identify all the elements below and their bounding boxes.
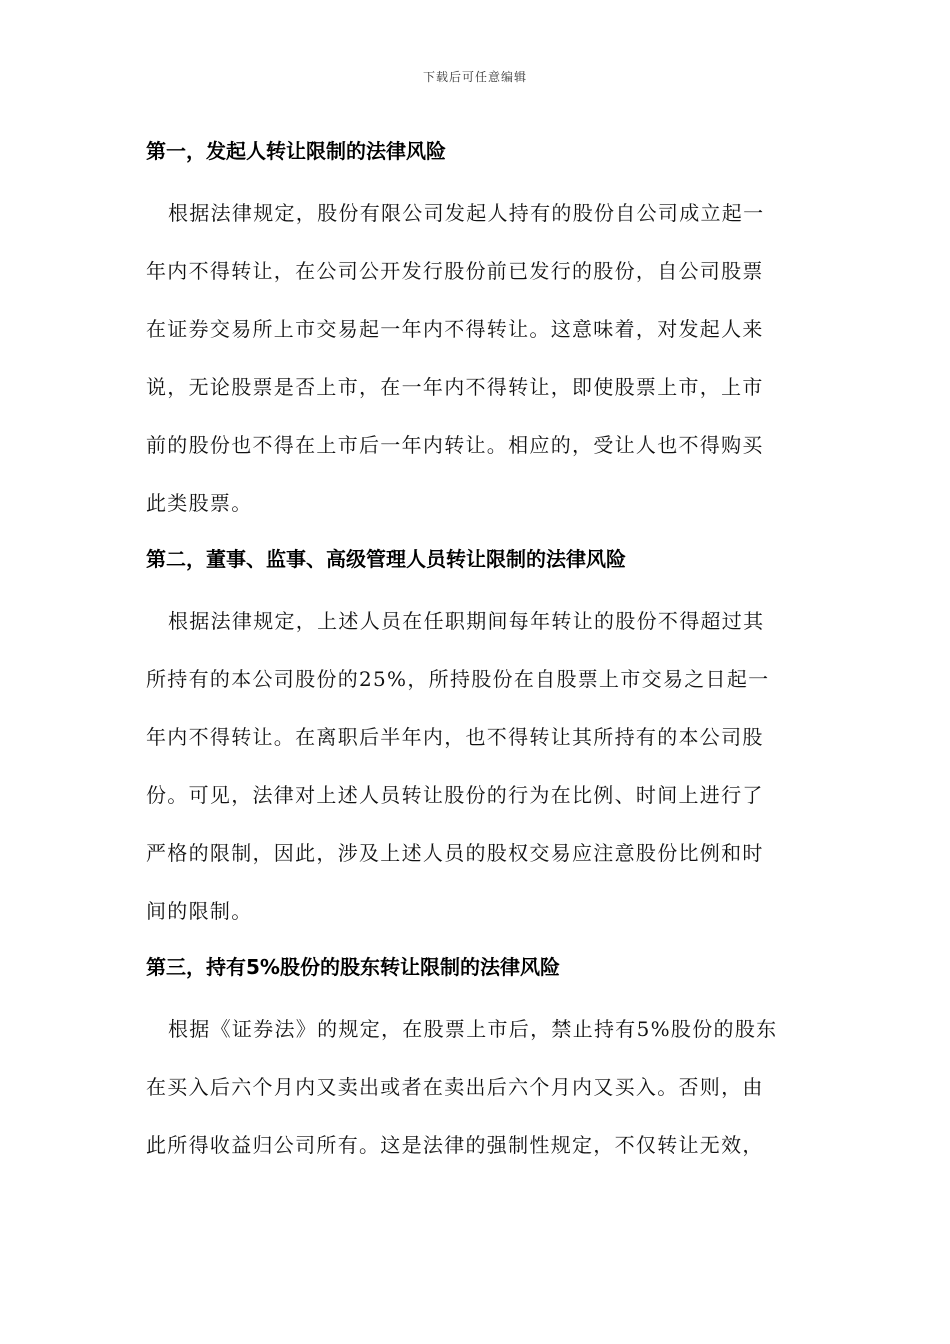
paragraph-line: 份。可见，法律对上述人员转让股份的行为在比例、时间上进行了 (146, 783, 764, 807)
section-heading-2: 第二，董事、监事、高级管理人员转让限制的法律风险 (146, 547, 626, 571)
paragraph-line: 间的限制。 (146, 899, 253, 923)
paragraph-line: 根据《证券法》的规定，在股票上市后，禁止持有5%股份的股东 (168, 1017, 778, 1041)
paragraph-line: 根据法律规定，股份有限公司发起人持有的股份自公司成立起一 (168, 201, 765, 225)
paragraph-line: 年内不得转让，在公司公开发行股份前已发行的股份，自公司股票 (146, 259, 764, 283)
paragraph-line: 此所得收益归公司所有。这是法律的强制性规定，不仅转让无效， (146, 1133, 764, 1157)
paragraph-line: 说，无论股票是否上市，在一年内不得转让，即使股票上市，上市 (146, 375, 764, 399)
document-body (146, 126, 806, 1176)
header-note: 下载后可任意编辑 (422, 70, 527, 84)
paragraph-line: 此类股票。 (146, 491, 253, 515)
section-paragraph-2 (146, 592, 806, 940)
section-heading-1: 第一，发起人转让限制的法律风险 (146, 139, 446, 163)
section-heading-3: 第三，持有5%股份的股东转让限制的法律风险 (146, 955, 560, 979)
section-paragraph-3 (146, 1000, 806, 1174)
paragraph-line: 在买入后六个月内又卖出或者在卖出后六个月内又买入。否则，由 (146, 1075, 764, 1099)
paragraph-line: 严格的限制，因此，涉及上述人员的股权交易应注意股份比例和时 (146, 841, 764, 865)
paragraph-line: 前的股份也不得在上市后一年内转让。相应的，受让人也不得购买 (146, 433, 764, 457)
paragraph-line: 根据法律规定，上述人员在任职期间每年转让的股份不得超过其 (168, 609, 765, 633)
section-paragraph-1 (146, 184, 806, 532)
paragraph-line: 在证券交易所上市交易起一年内不得转让。这意味着，对发起人来 (146, 317, 764, 341)
paragraph-line: 年内不得转让。在离职后半年内，也不得转让其所持有的本公司股 (146, 725, 764, 749)
paragraph-line: 所持有的本公司股份的25%，所持股份在自股票上市交易之日起一 (146, 667, 770, 691)
